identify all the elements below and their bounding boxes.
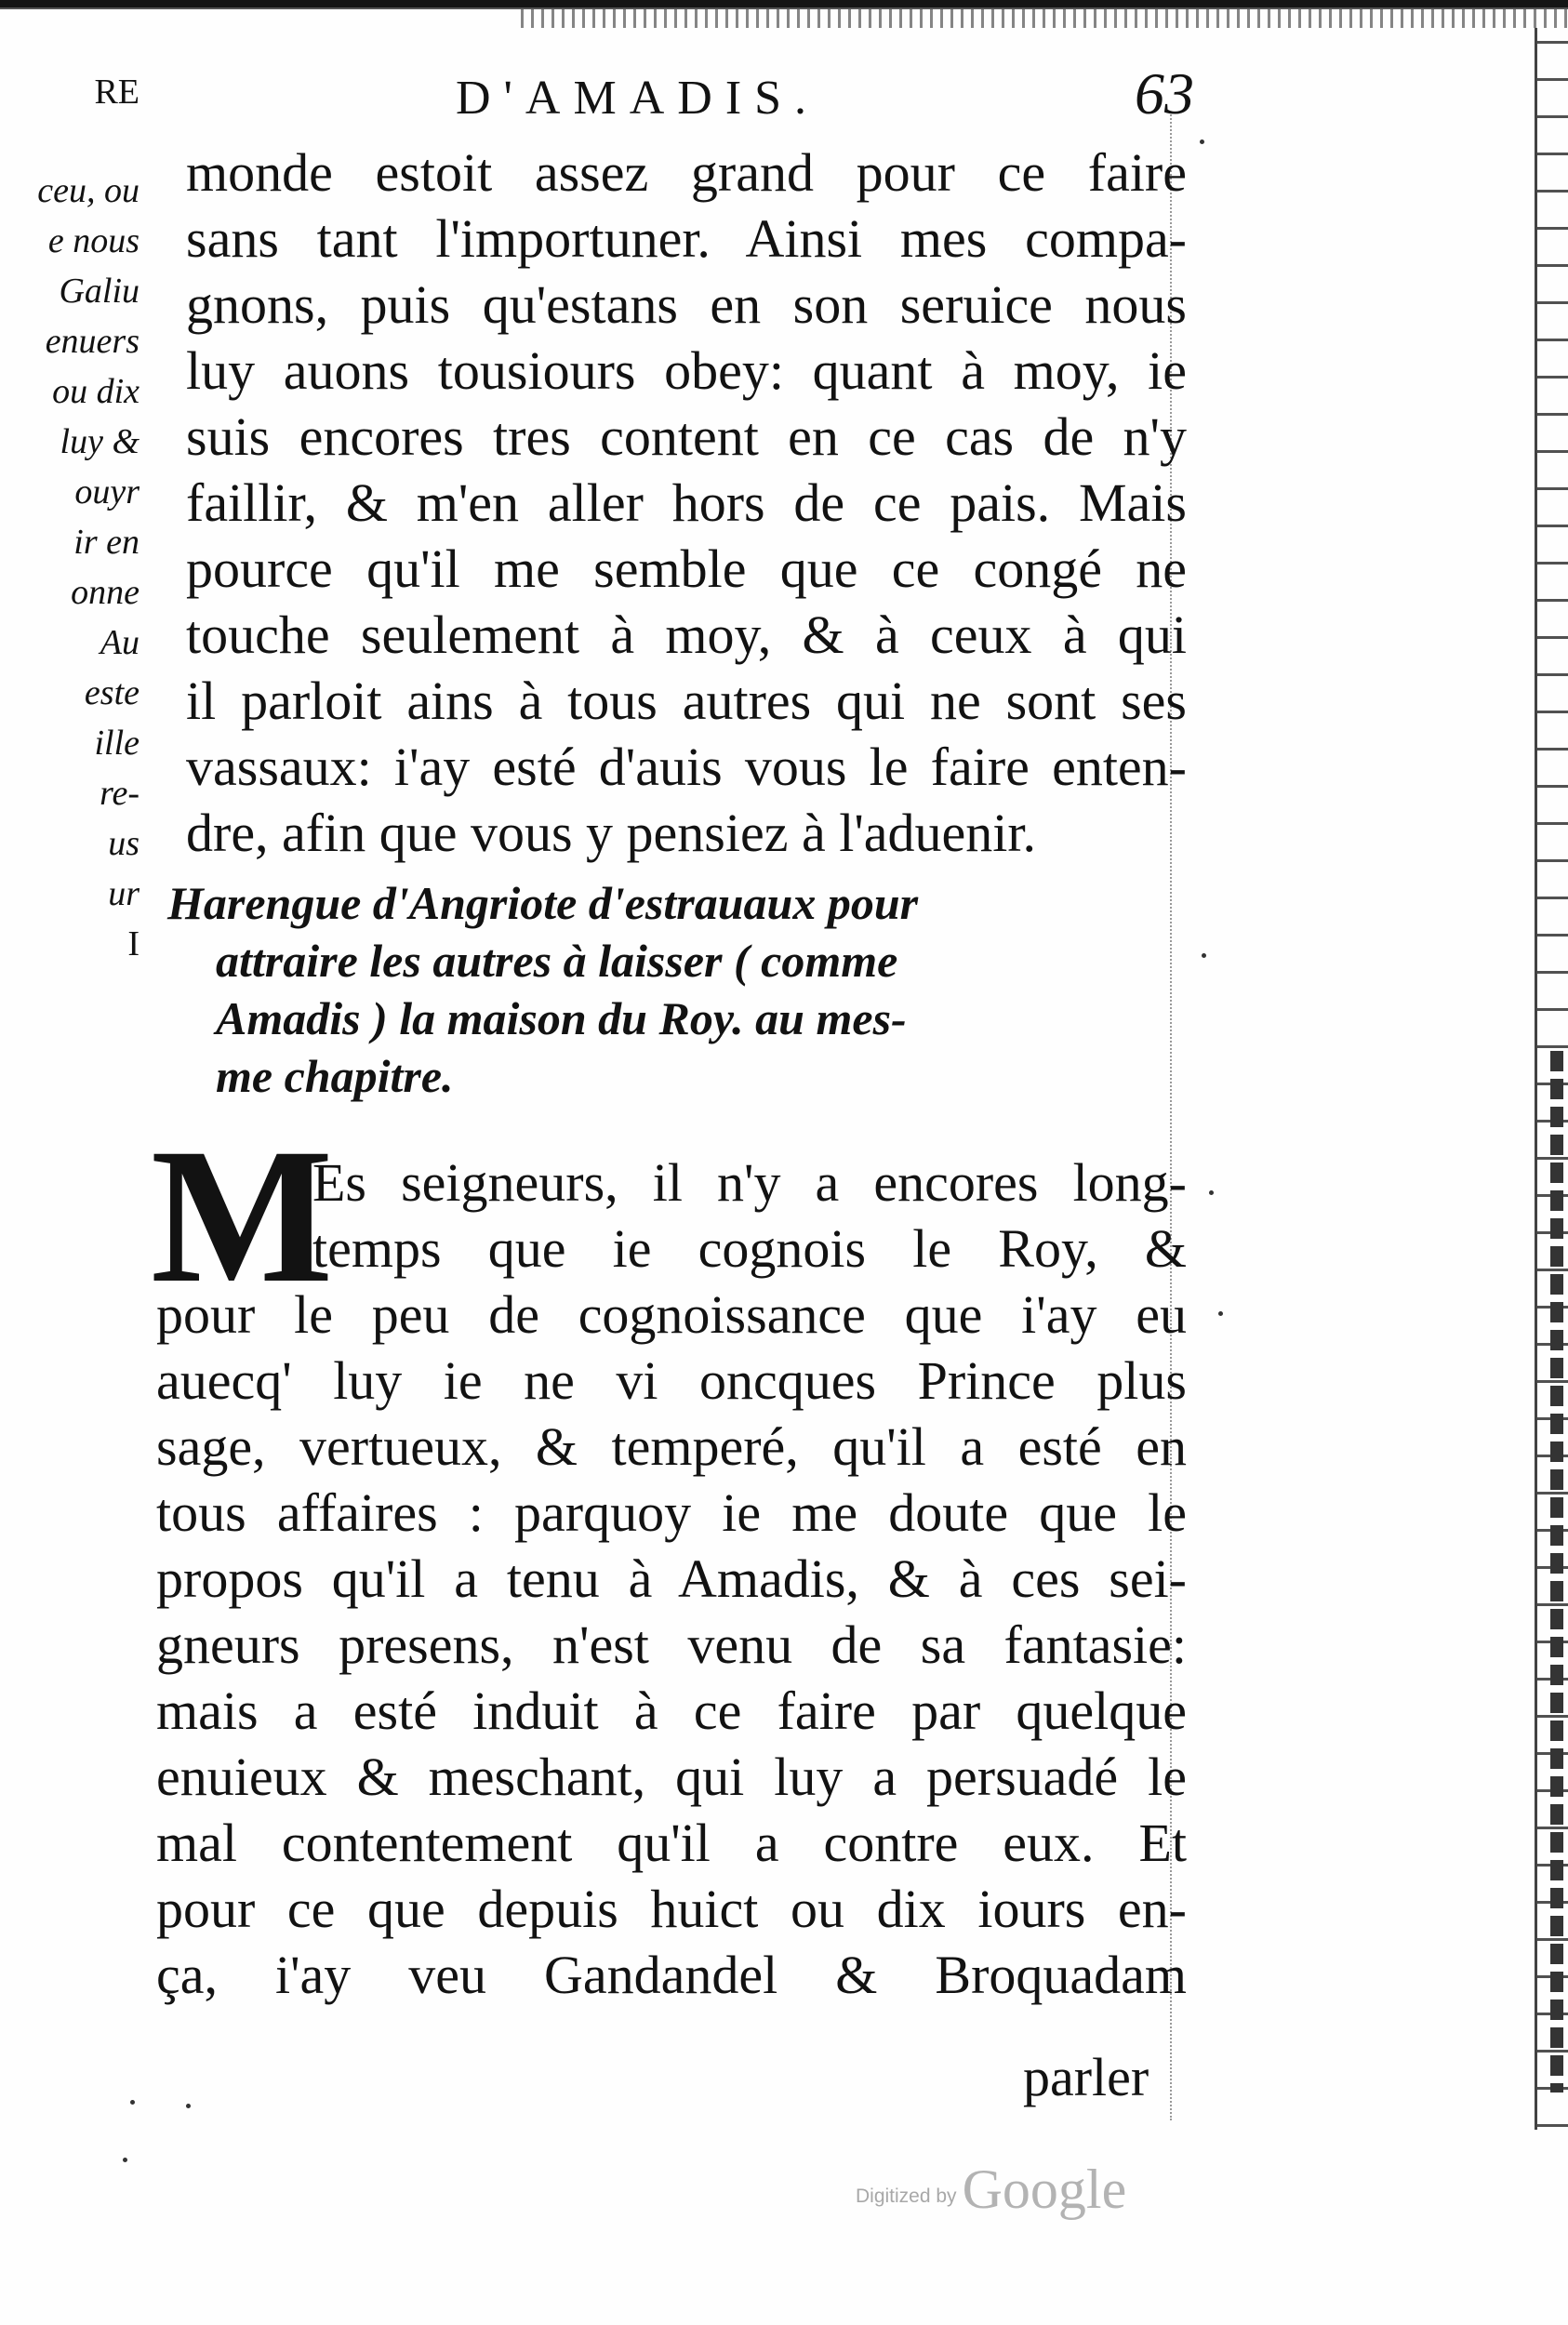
running-head	[353, 60, 1194, 149]
text-line: vassaux: i'ay esté d'auis vous le faire enten-	[186, 737, 1187, 797]
text-line: ça, i'ay veu Gandandel & Broquadam	[156, 1945, 1187, 2005]
text-line: tous affaires : parquoy ie me doute que le	[156, 1482, 1187, 1543]
text-line: enuieux & meschant, qui luy a persuadé le	[156, 1747, 1187, 1807]
left-fragment: us	[108, 824, 140, 863]
left-fragment: I	[127, 924, 140, 963]
text-line: auecq' luy ie ne vi oncques Prince plus	[156, 1350, 1187, 1411]
left-fragment: enuers	[45, 322, 140, 361]
text-line: pour le peu de cognoissance que i'ay eu	[156, 1284, 1187, 1345]
text-line: gneurs presens, n'est venu de sa fantasie:	[156, 1614, 1187, 1675]
paragraph-1	[186, 140, 1187, 866]
text-line: sans tant l'importuner. Ainsi mes compa-	[186, 208, 1187, 269]
left-fragment: ille	[94, 724, 140, 763]
catchword: parler	[1023, 2047, 1149, 2107]
left-fragment: Galiu	[59, 272, 140, 311]
heading-line: Amadis ) la maison du Roy. au mes-	[216, 992, 907, 1044]
text-line: sage, vertueux, & temperé, qu'il a esté en	[156, 1416, 1187, 1477]
heading-line: attraire les autres à laisser ( comme	[216, 935, 898, 987]
digitization-watermark	[856, 2158, 1126, 2222]
digitized-by-label: Digitized by	[856, 2186, 957, 2207]
section-heading	[167, 874, 1125, 1105]
heading-line: me chapitre.	[216, 1050, 454, 1102]
left-fragment: onne	[71, 573, 140, 612]
left-fragment: re-	[100, 774, 140, 813]
left-fragment: e nous	[47, 221, 140, 260]
paragraph-2	[156, 1149, 1187, 2008]
left-page-fragments	[0, 67, 140, 117]
text-line: gnons, puis qu'estans en son seruice nous	[186, 274, 1187, 335]
left-fragment: RE	[94, 73, 140, 112]
text-line: dre, afin que vous y pensiez à l'aduenir.	[186, 803, 1036, 863]
text-line: pour ce que depuis huict ou dix iours en-	[156, 1879, 1187, 1939]
text-line: pource qu'il me semble que ce congé ne	[186, 538, 1187, 599]
text-line: mais a esté induit à ce faire par quelque	[156, 1681, 1187, 1741]
left-fragment: este	[84, 673, 140, 712]
scan-top-edge	[0, 0, 1568, 37]
page-number: 63	[1135, 60, 1194, 126]
text-line: monde estoit assez grand pour ce faire	[186, 142, 1187, 203]
text-line: touche seulement à moy, & à ceux à qui	[186, 604, 1187, 665]
left-page-fragments-column	[0, 166, 140, 969]
left-fragment: ceu, ou	[37, 171, 140, 210]
left-fragment: ur	[108, 874, 140, 913]
text-line: Es seigneurs, il n'y a encores long-	[312, 1152, 1187, 1213]
left-fragment: Au	[100, 623, 140, 662]
text-line: il parloit ains à tous autres qui ne sont ses	[186, 671, 1187, 731]
text-line: faillir, & m'en aller hors de ce pais. Mais	[186, 472, 1187, 533]
left-fragment: ouyr	[74, 472, 140, 512]
text-line: temps que ie cognois le Roy, &	[312, 1218, 1187, 1279]
heading-line: Harengue d'Angriote d'estrauaux pour	[167, 877, 919, 929]
left-fragment: luy &	[60, 422, 140, 461]
google-logo: Google	[962, 2159, 1127, 2220]
page-fore-edge	[1535, 28, 1568, 2130]
drop-cap: M	[151, 1109, 334, 1322]
left-fragment: ir en	[73, 523, 140, 562]
text-line: propos qu'il a tenu à Amadis, & à ces sei-	[156, 1548, 1187, 1609]
text-line: mal contentement qu'il a contre eux. Et	[156, 1813, 1187, 1873]
text-line: suis encores tres content en ce cas de n'y	[186, 406, 1187, 467]
left-fragment: ou dix	[52, 372, 140, 411]
running-title: D'AMADIS.	[456, 72, 820, 125]
text-line: luy auons tousiours obey: quant à moy, ie	[186, 340, 1187, 401]
